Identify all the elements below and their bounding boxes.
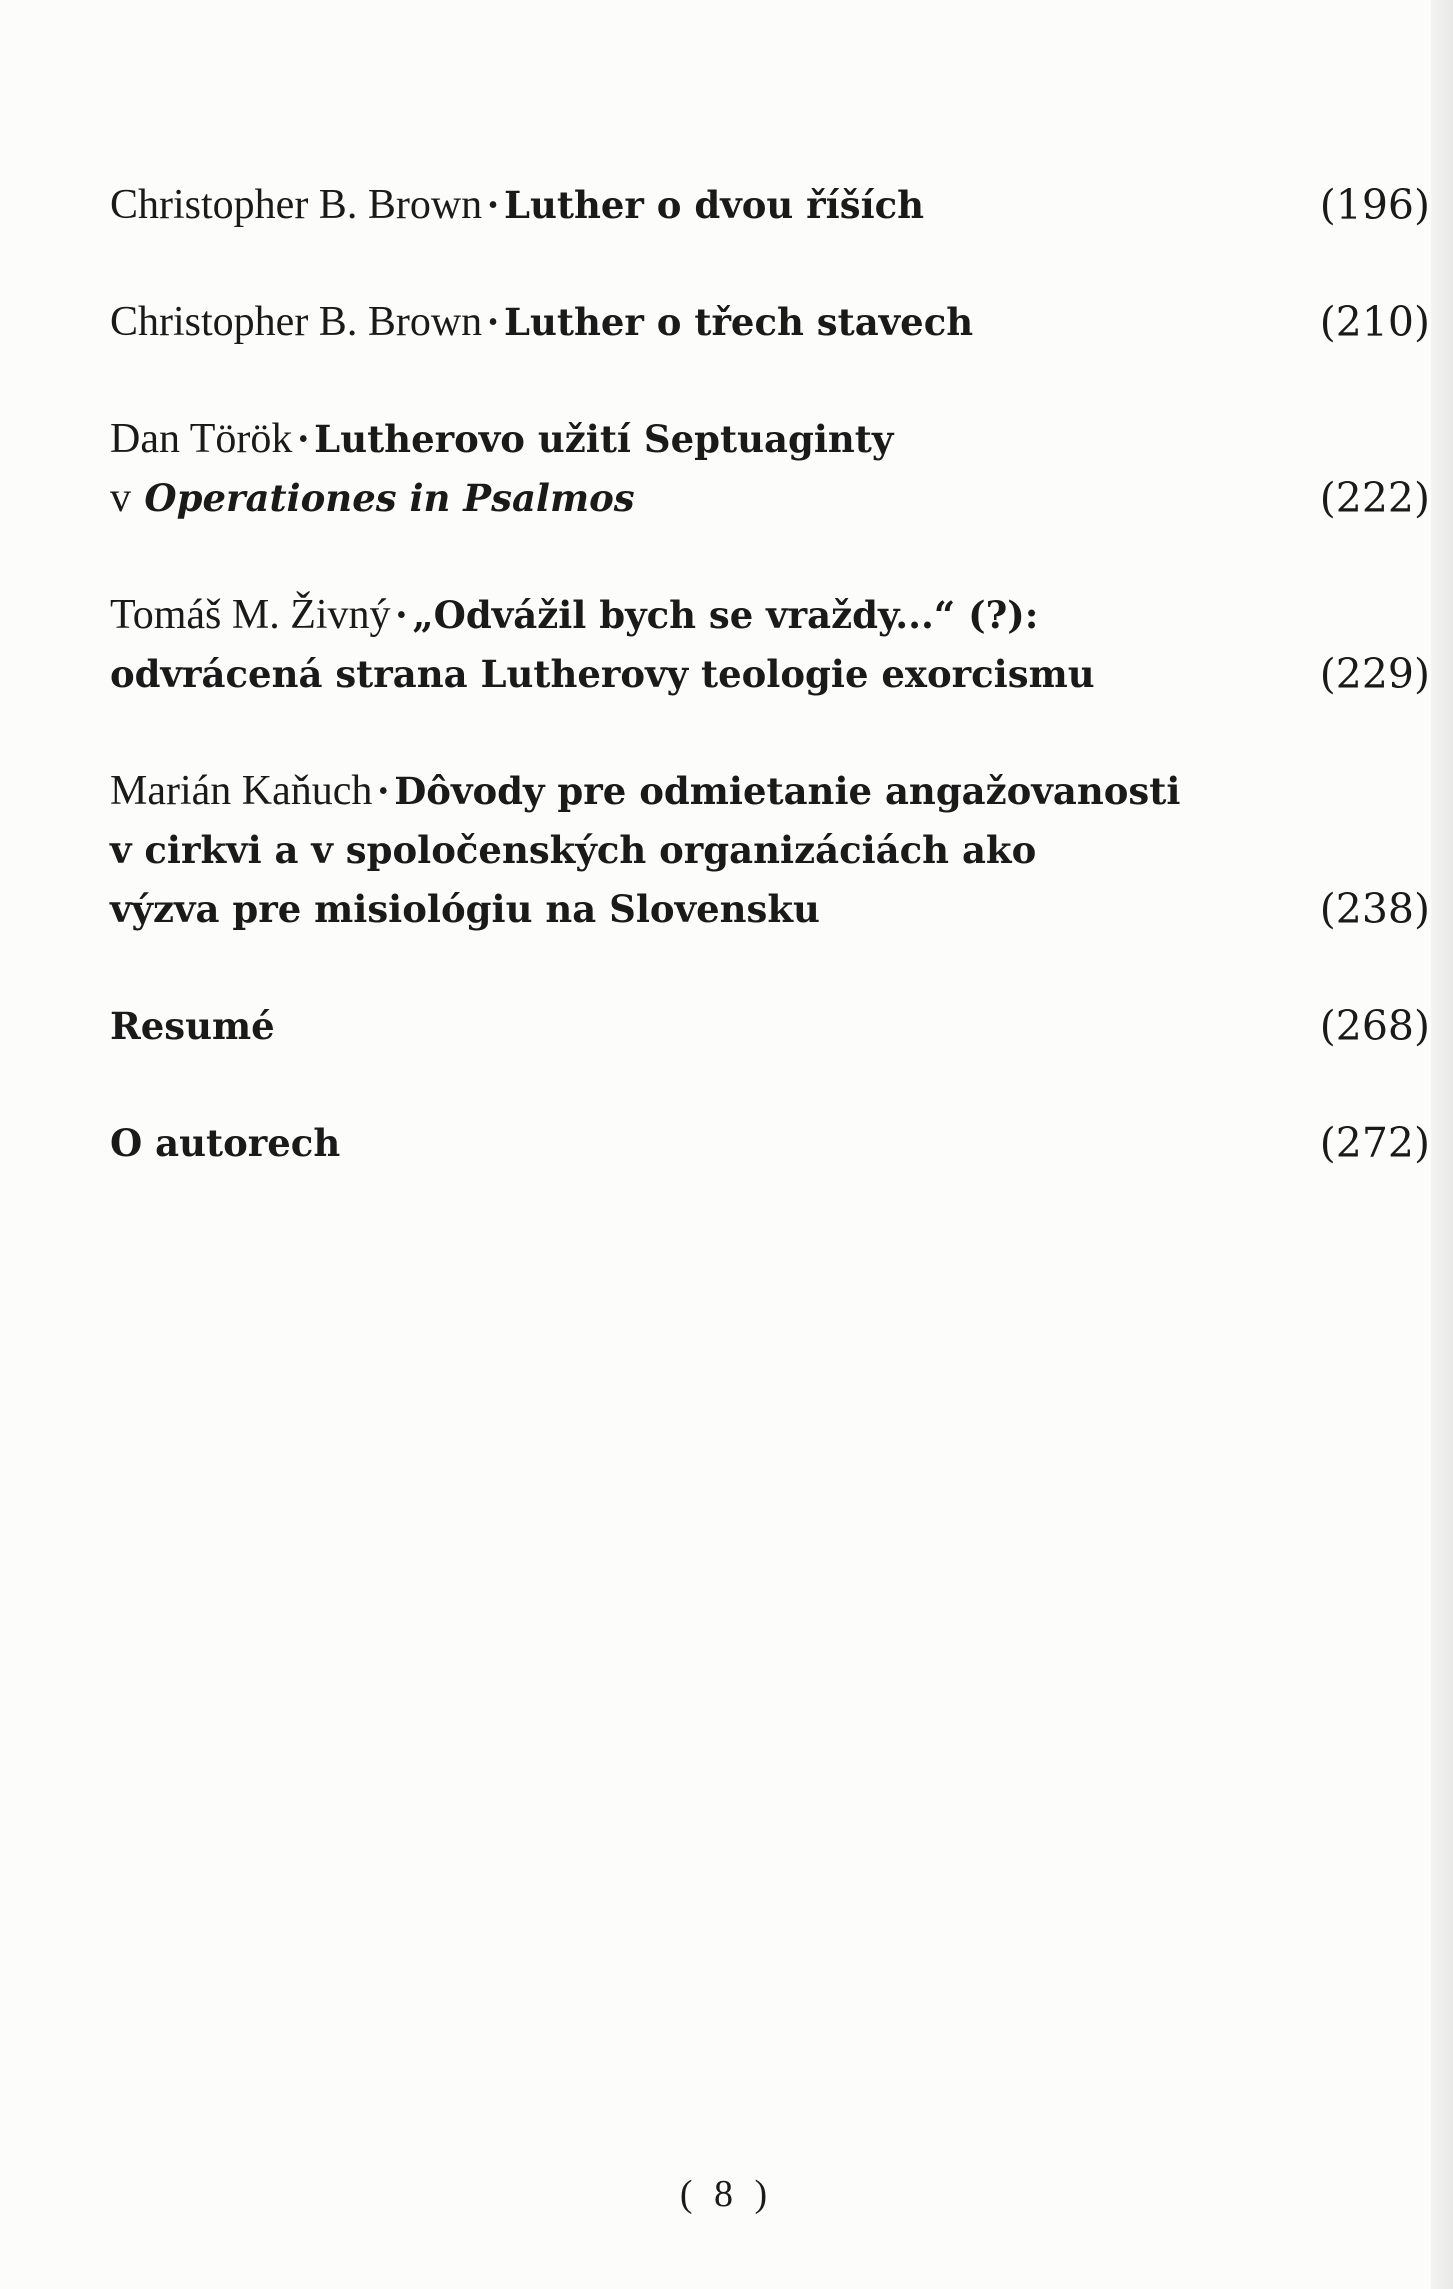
toc-entry[interactable]: [110, 761, 1430, 938]
toc-entry-text: [110, 175, 1250, 234]
page-edge: [1431, 0, 1453, 2289]
toc-author: Christopher B. Brown: [110, 299, 483, 345]
toc-title: Resumé: [110, 1004, 275, 1048]
toc-page-number: (268): [1319, 1002, 1430, 1050]
toc-title: „Odvážil bych se vraždy...“ (?):: [412, 593, 1039, 637]
toc-page-number: (272): [1319, 1119, 1430, 1167]
toc-title: Lutherovo užití Septuaginty: [314, 417, 894, 461]
toc-entry-text: [110, 409, 1250, 527]
toc-entry[interactable]: [110, 996, 1430, 1055]
toc-title: odvrácená strana Lutherovy teologie exorcismu: [110, 652, 1095, 696]
toc-page-number: (238): [1319, 885, 1430, 933]
toc-entry[interactable]: [110, 1113, 1430, 1172]
toc-title: Luther o dvou říších: [503, 183, 925, 227]
toc-entry-text: [110, 761, 1250, 938]
toc-entry-text: [110, 996, 1250, 1055]
toc-title: Dôvody pre odmietanie angažovanosti: [394, 769, 1181, 813]
toc-page-number: (210): [1319, 298, 1430, 346]
page-folio: ( 8 ): [679, 2173, 774, 2215]
bullet-separator: •: [488, 190, 498, 221]
toc-page-number: (222): [1319, 474, 1430, 522]
toc-title: Luther o třech stavech: [503, 300, 974, 344]
bullet-separator: •: [298, 424, 309, 455]
toc-title: O autorech: [110, 1121, 341, 1165]
toc-title-prefix: v: [110, 475, 131, 521]
bullet-separator: •: [396, 600, 407, 631]
toc-entry-text: [110, 1113, 1250, 1172]
toc-author: Dan Török: [110, 416, 293, 462]
toc-entry[interactable]: [110, 409, 1430, 527]
toc-author: Christopher B. Brown: [110, 182, 483, 228]
toc-page-number: (196): [1319, 181, 1430, 229]
toc-author: Marián Kaňuch: [110, 768, 373, 814]
toc-entry[interactable]: [110, 292, 1430, 351]
bullet-separator: •: [488, 307, 498, 338]
toc-entry[interactable]: [110, 175, 1430, 234]
toc-title: v cirkvi a v spoločenských organizáciách ako: [110, 828, 1037, 872]
toc-entry-text: [110, 292, 1250, 351]
toc-entry-text: [110, 585, 1250, 703]
toc-page-number: (229): [1319, 650, 1430, 698]
toc-author: Tomáš M. Živný: [110, 592, 391, 638]
bullet-separator: •: [378, 776, 389, 807]
table-of-contents: [110, 175, 1430, 1172]
toc-title-italic: Operationes in Psalmos: [144, 476, 635, 520]
toc-entry[interactable]: [110, 585, 1430, 703]
toc-title: výzva pre misiológiu na Slovensku: [110, 887, 820, 931]
